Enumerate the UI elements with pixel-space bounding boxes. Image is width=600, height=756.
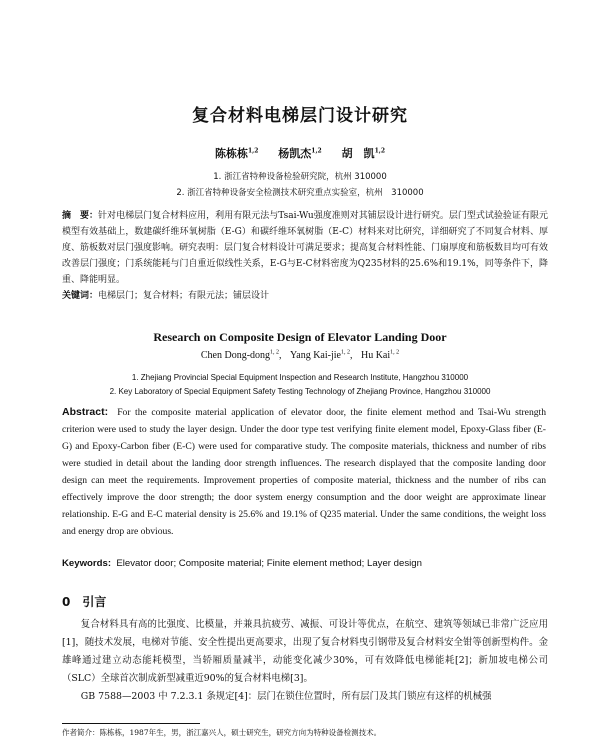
keywords-text-en: Elevator door; Composite material; Finite element method; Layer design bbox=[116, 558, 422, 569]
section-heading bbox=[62, 593, 106, 610]
authors-en bbox=[0, 350, 600, 361]
abstract-label-en: Abstract: bbox=[62, 406, 109, 418]
body-paragraph: GB 7588—2003 中 7.2.3.1 条规定[4]：层门在锁住位置时，所有层门及其门锁应有这样的机械强 bbox=[80, 691, 492, 702]
section-number: 0 bbox=[62, 595, 71, 609]
footnote: 作者简介：陈栋栋，1987年生，男，浙江嘉兴人，硕士研究生，研究方向为特种设备检测技术。 bbox=[62, 728, 382, 737]
keywords-text-cn: 电梯层门；复合材料；有限元法；铺层设计 bbox=[98, 291, 270, 301]
author-en: Chen Dong-dong$^{1, 2}$, bbox=[200, 350, 282, 362]
footnote-rule bbox=[62, 723, 200, 724]
abstract-label-cn: 摘 要： bbox=[62, 211, 99, 221]
affiliation-cn: 1. 浙江省特种设备检验研究院，杭州 310000 bbox=[213, 172, 387, 182]
abstract-en bbox=[62, 404, 546, 540]
section-title: 引言 bbox=[82, 595, 107, 609]
affiliation-en: 1. Zhejiang Provincial Special Equipment Inspection and Research Institute, Hangzhou 310000 bbox=[131, 373, 469, 382]
keywords-cn bbox=[62, 288, 548, 301]
authors-cn bbox=[0, 145, 600, 161]
author-en: Hu Kai$^{1, 2}$ bbox=[360, 350, 400, 362]
keywords-en bbox=[62, 558, 422, 569]
author-cn: 陈栋栋$^{1,2}$ bbox=[214, 147, 259, 160]
body-paragraph: 复合材料具有高的比强度、比模量，并兼具抗疲劳、减振、可设计等优点，在航空、建筑等领域已非常广泛应用[1]，随技术发展，电梯对节能、安全性提出更高要求，出现了复合材料曳引钢带及复合材料安全钳等创新型构件。金雄峰通过建立动态能耗模型，当轿厢质量减半，动能变化减少30%，可有效降低电梯能耗[2]；新加坡电梯公司（SLC）全球首次制成新型减重近90%的复合材料电梯[3]。 bbox=[62, 619, 548, 684]
author-cn: 杨凯杰$^{1,2}$ bbox=[278, 147, 322, 160]
paper-title-cn: 复合材料电梯层门设计研究 bbox=[192, 106, 408, 126]
affiliation-en: 2. Key Laboratory of Special Equipment Safety Testing Technology of Zhejiang Province, Hangzhou 310000 bbox=[109, 387, 491, 396]
keywords-label-cn: 关键词： bbox=[62, 291, 99, 301]
author-en: Yang Kai-jie$^{1, 2}$, bbox=[290, 350, 353, 362]
paper-title-en: Research on Composite Design of Elevator Landing Door bbox=[153, 330, 447, 344]
author-cn: 胡 凯$^{1,2}$ bbox=[341, 147, 386, 160]
body-text bbox=[62, 616, 548, 706]
affiliation-cn: 2. 浙江省特种设备安全检测技术研究重点实验室，杭州 310000 bbox=[176, 188, 424, 198]
keywords-label-en: Keywords: bbox=[62, 558, 112, 569]
abstract-text-en: For the composite material application of elevator door, the finite element method and Tsai-Wu strength criterion were used to study the layer design. Under the door type test verifying finite element model, Epoxy-Glass fiber (E-G) and Epoxy-Carbon fiber (E-C) were used for comparative study. The composite materials, thickness and number of ribs were studied in detail about the landing door strength influences. The research displayed that the composite landing door design can meet the requirements. Improvement properties of composite material, thickness and the number of ribs can effectively improve the door strength; the door system energy consumption and the door weight are approximate linear relationship. E-G and E-C material density is 25.6% and 19.1% of Q235 material. Under the same conditions, the weight loss and energy drop are obvious. bbox=[62, 407, 546, 537]
abstract-cn bbox=[62, 208, 548, 288]
abstract-text-cn: 针对电梯层门复合材料应用，利用有限元法与Tsai-Wu强度准则对其铺层设计进行研究。层门型式试验验证有限元模型有效基础上，数建碳纤维环氧树脂（E-G）和碳纤维环氧树脂（E-C）材料来对比研究，详细研究了不同复合材料、厚度、筋板数对层门强度影响。研究表明：层门复合材料设计可满足要求；提高复合材料性能、门扇厚度和筋板数目均可有效改善层门强度；门系统能耗与门自重近似线性关系，E-G与E-C材料密度为Q235材料的25.6%和19.1%，同等条件下，降重、降能明显。 bbox=[62, 211, 549, 285]
